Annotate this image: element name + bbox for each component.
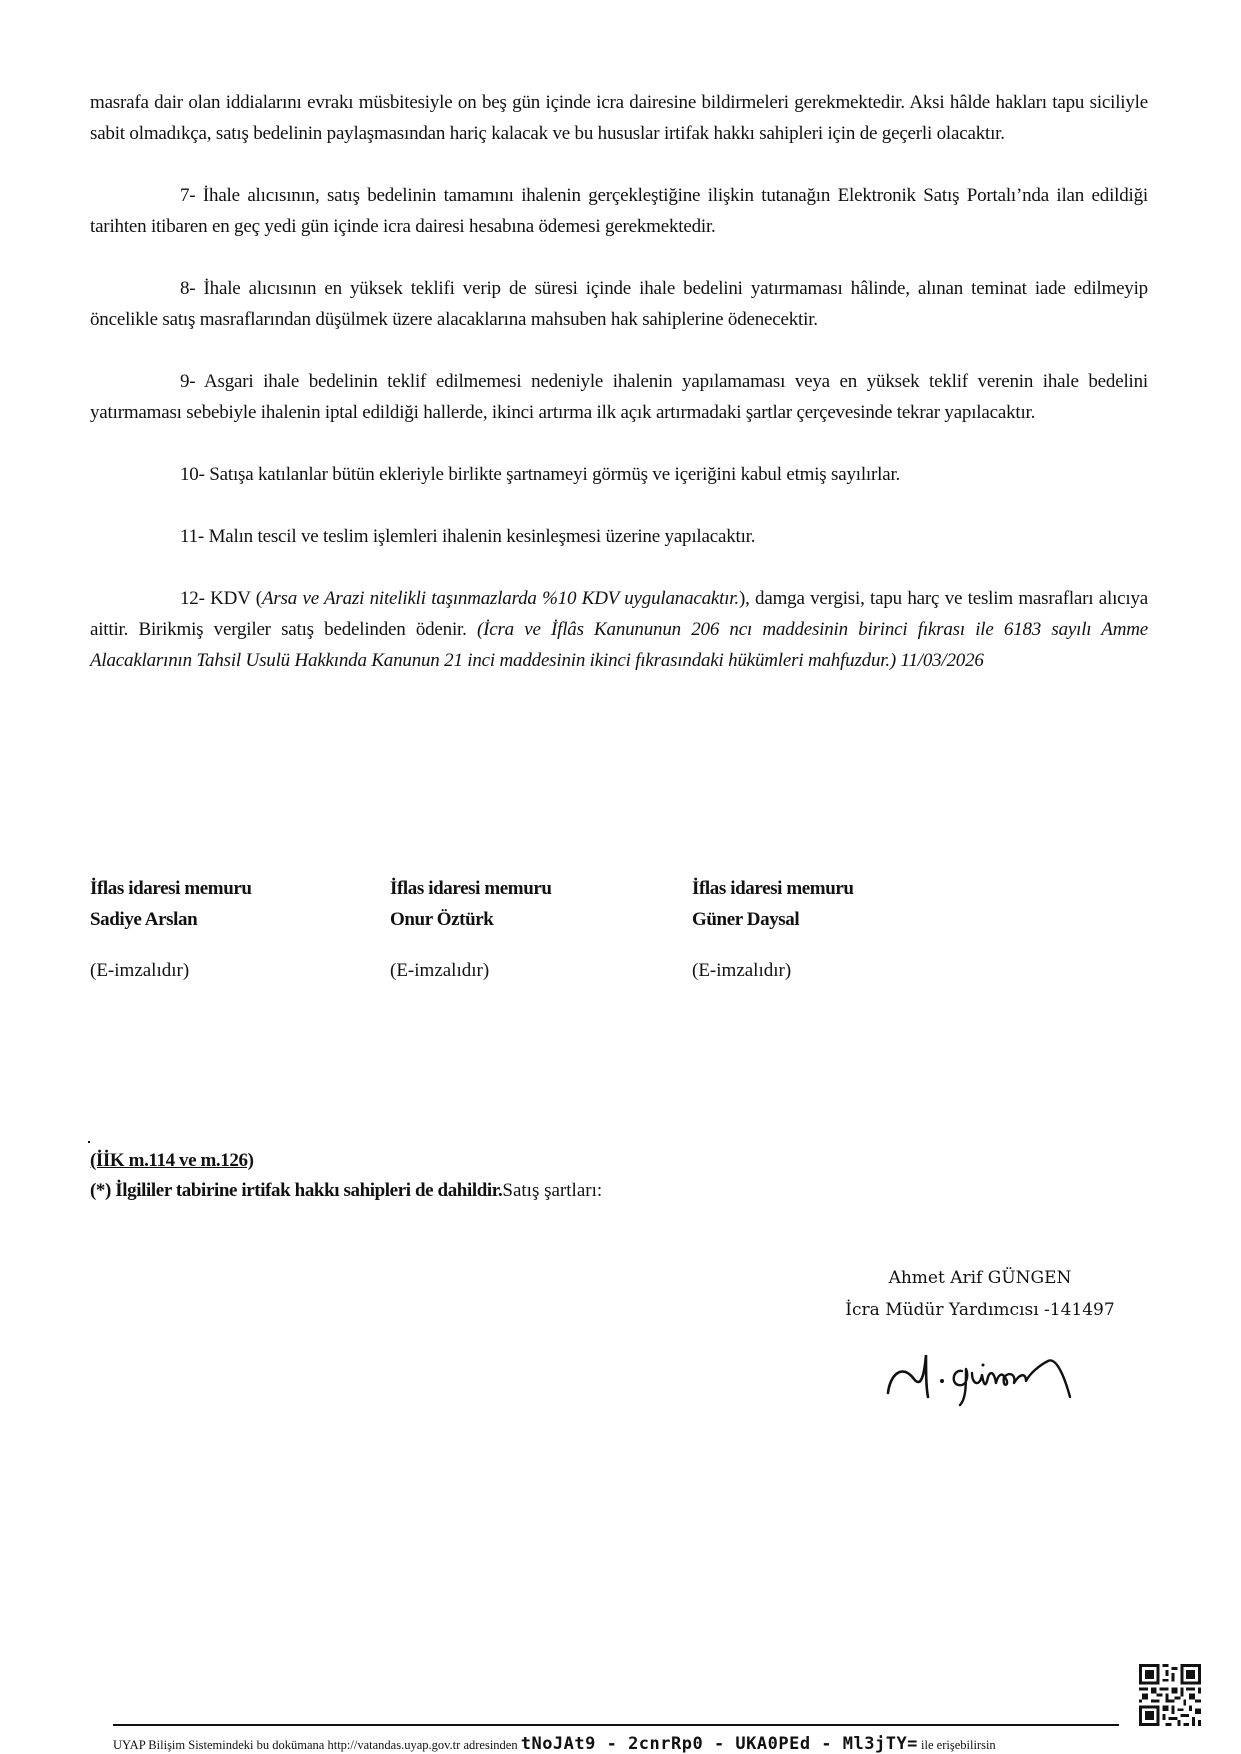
footnote-bold: (*) İlgililer tabirine irtifak hakkı sahipleri de dahildir. (90, 1180, 503, 1201)
signatory-1 (90, 873, 252, 986)
paragraph-10: 10- Satışa katılanlar bütün ekleriyle birlikte şartnameyi görmüş ve içeriğini kabul etmiş sayılırlar. (180, 464, 901, 485)
signatory-2 (390, 873, 552, 986)
signatory-title: İflas idaresi memuru (692, 878, 854, 899)
e-signed-status: (E-imzalıdır) (90, 960, 190, 981)
signatory-title: İflas idaresi memuru (390, 878, 552, 899)
qr-code-icon (1139, 1664, 1201, 1726)
verification-code: tNoJAt9 - 2cnrRp0 - UKA0PEd - Ml3jTY= (520, 1734, 918, 1754)
signer-role: İcra Müdür Yardımcısı -141497 (845, 1300, 1115, 1320)
signatory-name: Güner Daysal (692, 909, 800, 930)
handwritten-signature-icon (880, 1335, 1110, 1415)
paragraph-12 (90, 583, 1148, 676)
document-body (90, 87, 1148, 676)
footer-text-before: UYAP Bilişim Sistemindeki bu dokümana http://vatandas.uyap.gov.tr adresinden (113, 1738, 521, 1752)
signer-block (820, 1262, 1140, 1326)
signatory-name: Onur Öztürk (390, 909, 494, 930)
paragraph-9: 9- Asgari ihale bedelinin teklif edilmemesi nedeniyle ihalenin yapılamaması veya en yüksek teklif verenin ihale bedelini yatırmaması sebebiyle ihalenin iptal edildiği hallerde, ikinci artırma ilk açık artırmadaki şartlar çerçevesinde tekrar yapılacaktır. (90, 371, 1148, 423)
paragraph-continuation: masrafa dair olan iddialarını evrakı müsbitesiyle on beş gün içinde icra dairesine bildirmeleri gerekmektedir. Aksi hâlde hakları tapu siciliyle sabit olmadıkça, satış bedelinin paylaşmasından hariç kalacak ve bu hususlar irtifak hakkı sahipleri için de geçerli olacaktır. (90, 92, 1148, 144)
p12-kdv-note: Arsa ve Arazi nitelikli taşınmazlarda %10 KDV uygulanacaktır. (261, 588, 739, 609)
paragraph-8: 8- İhale alıcısının en yüksek teklifi verip de süresi içinde ihale bedelini yatırmaması hâlinde, alınan teminat iade edilmeyip öncelikle satış masraflarından düşülmek üzere alacaklarına mahsuben hak sahiplerine ödenecektir. (90, 278, 1148, 330)
p12-part-c: ), damga vergisi, tapu harç ve teslim masrafları alıcıya aittir. Birikmiş vergiler satış bedelinden ödenir. (90, 588, 1148, 640)
stray-mark (88, 1141, 90, 1143)
p12-legal-note: (İcra ve İflâs Kanununun 206 ncı maddesinin birinci fıkrası ile 6183 sayılı Amme Alacaklarının Tahsil Usulü Hakkında Kanunun 21 inci maddesinin ikinci fıkrasındaki hükümleri mahfuzdur.) 11/03/2026 (90, 619, 1148, 671)
e-signed-status: (E-imzalıdır) (692, 960, 792, 981)
footnote-plain: Satış şartları: (502, 1180, 603, 1201)
paragraph-11: 11- Malın tescil ve teslim işlemleri ihalenin kesinleşmesi üzerine yapılacaktır. (180, 526, 756, 547)
footer-text-after: ile erişebilirsin (917, 1738, 996, 1752)
footer-divider (113, 1724, 1119, 1726)
signatory-title: İflas idaresi memuru (90, 878, 252, 899)
footnote (90, 1146, 602, 1206)
footer-verification (113, 1734, 996, 1754)
p12-part-a: 12- KDV ( (180, 588, 262, 609)
legal-reference: (İİK m.114 ve m.126) (90, 1150, 254, 1171)
paragraph-7: 7- İhale alıcısının, satış bedelinin tamamını ihalenin gerçekleştiğine ilişkin tutanağın Elektronik Satış Portalı’nda ilan edildiği tarihten itibaren en geç yedi gün içinde icra dairesi hesabına ödemesi gerekmektedir. (90, 185, 1148, 237)
signatory-3 (692, 873, 854, 986)
footnote-note (90, 1176, 602, 1206)
e-signed-status: (E-imzalıdır) (390, 960, 490, 981)
signer-name: Ahmet Arif GÜNGEN (888, 1268, 1072, 1288)
signatory-name: Sadiye Arslan (90, 909, 198, 930)
